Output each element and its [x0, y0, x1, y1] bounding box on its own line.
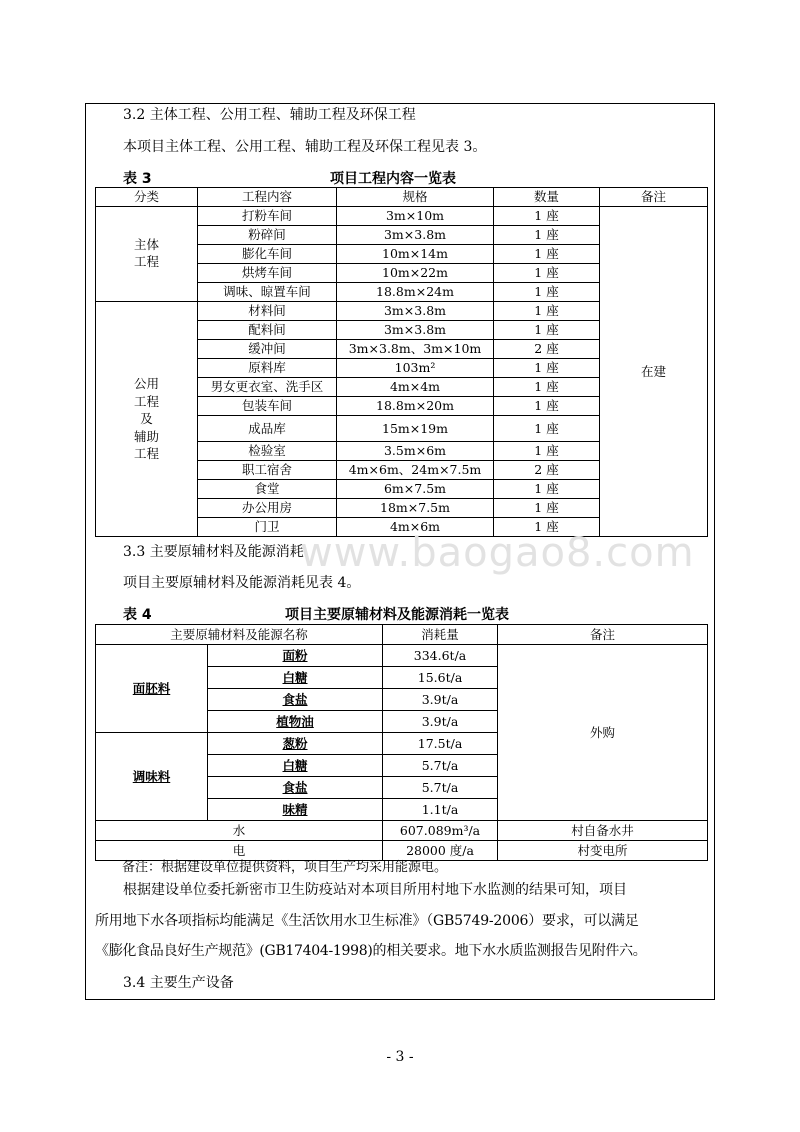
group-label: 调味料 — [132, 768, 171, 784]
group-label-line: 工程 — [133, 393, 159, 409]
table3-cell: 1 座 — [494, 321, 600, 340]
table3-cell: 门卫 — [198, 518, 337, 537]
watermark: www.baogao8.com — [300, 530, 695, 576]
section-3-2-intro: 本项目主体工程、公用工程、辅助工程及环保工程见表 3。 — [123, 139, 487, 155]
group-label-line: 工程 — [133, 254, 159, 269]
table3-cell: 烘烤车间 — [198, 264, 337, 283]
table4-group-seasoning — [96, 733, 208, 821]
paragraph-line: 《膨化食品良好生产规范》(GB17404-1998)的相关要求。地下水水质监测报告见附件六。 — [95, 943, 647, 959]
table3-cell: 配料间 — [198, 321, 337, 340]
table4-cell: 3.9t/a — [383, 711, 498, 733]
table4-remark: 外购 — [498, 645, 708, 821]
table3-header: 分类 — [96, 188, 198, 207]
table4-cell — [208, 645, 383, 667]
table3-cell: 办公用房 — [198, 499, 337, 518]
table-row — [96, 207, 708, 226]
material-name: 面粉 — [282, 647, 308, 663]
table3-cell: 3m×3.8m、3m×10m — [337, 340, 494, 359]
material-name: 食盐 — [282, 691, 308, 707]
table3-cell: 3m×3.8m — [337, 302, 494, 321]
table3-cell: 男女更衣室、洗手区 — [198, 378, 337, 397]
table3-cell: 1 座 — [494, 283, 600, 302]
group-label-line: 辅助 — [133, 428, 159, 444]
table3-cell: 检验室 — [198, 442, 337, 461]
table3-cell: 2 座 — [494, 340, 600, 359]
table3-cell: 缓冲间 — [198, 340, 337, 359]
table3-cell: 1 座 — [494, 442, 600, 461]
table4-cell: 5.7t/a — [383, 755, 498, 777]
table3-cell: 原料库 — [198, 359, 337, 378]
table3-cell: 1 座 — [494, 226, 600, 245]
table4-cell: 电 — [96, 841, 383, 861]
table3-cell: 1 座 — [494, 302, 600, 321]
table4-cell — [208, 711, 383, 733]
table3-cell: 3m×10m — [337, 207, 494, 226]
material-name: 葱粉 — [282, 735, 308, 751]
table3 — [95, 187, 708, 537]
table-row — [96, 821, 708, 841]
table3-group-main — [96, 207, 198, 302]
table3-cell: 10m×14m — [337, 245, 494, 264]
table3-cell: 1 座 — [494, 480, 600, 499]
table3-cell: 4m×6m、24m×7.5m — [337, 461, 494, 480]
table3-cell: 4m×6m — [337, 518, 494, 537]
paragraph-line: 所用地下水各项指标均能满足《生活饮用水卫生标准》（GB5749-2006）要求，可以满足 — [95, 913, 639, 929]
table3-cell: 1 座 — [494, 397, 600, 416]
group-label-line: 及 — [140, 411, 153, 427]
table3-cell: 成品库 — [198, 416, 337, 442]
table4-cell: 水 — [96, 821, 383, 841]
material-name: 植物油 — [276, 713, 314, 729]
table3-cell: 材料间 — [198, 302, 337, 321]
table3-cell: 包装车间 — [198, 397, 337, 416]
group-label-line: 主体 — [133, 237, 159, 253]
table4-cell — [208, 777, 383, 799]
table3-header: 工程内容 — [198, 188, 337, 207]
table3-cell: 18.8m×20m — [337, 397, 494, 416]
table3-cell: 2 座 — [494, 461, 600, 480]
table3-cell: 3m×3.8m — [337, 226, 494, 245]
table3-cell: 103m² — [337, 359, 494, 378]
table4-cell: 15.6t/a — [383, 667, 498, 689]
table3-cell: 1 座 — [494, 245, 600, 264]
table3-cell: 1 座 — [494, 264, 600, 283]
table3-cell: 膨化车间 — [198, 245, 337, 264]
table4-cell — [208, 667, 383, 689]
table3-cell: 调味、晾置车间 — [198, 283, 337, 302]
table3-cell: 职工宿舍 — [198, 461, 337, 480]
table3-cell: 18.8m×24m — [337, 283, 494, 302]
material-name: 食盐 — [282, 779, 308, 795]
table4-label: 表 4 — [123, 607, 152, 623]
table3-cell: 食堂 — [198, 480, 337, 499]
group-label: 面胚料 — [132, 680, 171, 696]
table4-cell: 607.089m³/a — [383, 821, 498, 841]
table3-cell: 15m×19m — [337, 416, 494, 442]
table3-cell: 1 座 — [494, 518, 600, 537]
section-3-2-heading: 3.2 主体工程、公用工程、辅助工程及环保工程 — [123, 107, 416, 123]
section-3-4-heading: 3.4 主要生产设备 — [123, 975, 234, 991]
table4-cell: 村自备水井 — [498, 821, 708, 841]
table4-header-row — [96, 625, 708, 645]
table3-cell: 1 座 — [494, 207, 600, 226]
table3-remark: 在建 — [600, 207, 708, 537]
table3-cell: 10m×22m — [337, 264, 494, 283]
table-row — [96, 645, 708, 667]
table4-cell: 28000 度/a — [383, 841, 498, 861]
table3-cell: 18m×7.5m — [337, 499, 494, 518]
table4-note: 备注：根据建设单位提供资料，项目生产均采用能源电。 — [122, 860, 448, 875]
table3-header-row — [96, 188, 708, 207]
table3-label: 表 3 — [123, 171, 152, 187]
table4 — [95, 624, 708, 861]
table4-group-dough — [96, 645, 208, 733]
material-name: 白糖 — [282, 669, 308, 685]
table3-cell: 3m×3.8m — [337, 321, 494, 340]
paragraph-line: 根据建设单位委托新密市卫生防疫站对本项目所用村地下水监测的结果可知，项目 — [123, 882, 627, 898]
table3-cell: 3.5m×6m — [337, 442, 494, 461]
table4-cell — [208, 733, 383, 755]
table4-title: 项目主要原辅材料及能源消耗一览表 — [285, 607, 509, 623]
section-3-3-intro: 项目主要原辅材料及能源消耗见表 4。 — [123, 575, 361, 591]
table4-cell — [208, 755, 383, 777]
table3-header: 数量 — [494, 188, 600, 207]
table4-cell: 5.7t/a — [383, 777, 498, 799]
material-name: 白糖 — [282, 757, 308, 773]
table4-cell: 17.5t/a — [383, 733, 498, 755]
section-3-3-heading: 3.3 主要原辅材料及能源消耗 — [123, 544, 304, 560]
table3-header: 备注 — [600, 188, 708, 207]
table3-cell: 1 座 — [494, 499, 600, 518]
table3-cell: 6m×7.5m — [337, 480, 494, 499]
table4-cell: 3.9t/a — [383, 689, 498, 711]
table4-cell — [208, 799, 383, 821]
table4-cell — [208, 689, 383, 711]
table3-title: 项目工程内容一览表 — [330, 171, 456, 187]
table4-header: 主要原辅材料及能源名称 — [96, 625, 383, 645]
table4-header: 消耗量 — [383, 625, 498, 645]
table3-cell: 4m×4m — [337, 378, 494, 397]
table3-cell: 1 座 — [494, 359, 600, 378]
table3-cell: 1 座 — [494, 378, 600, 397]
table4-header: 备注 — [498, 625, 708, 645]
table3-cell: 粉碎间 — [198, 226, 337, 245]
material-name: 味精 — [282, 801, 308, 817]
table3-cell: 1 座 — [494, 416, 600, 442]
group-label-line: 工程 — [133, 446, 159, 462]
table4-cell: 334.6t/a — [383, 645, 498, 667]
table3-cell: 打粉车间 — [198, 207, 337, 226]
group-label-line: 公用 — [133, 376, 159, 392]
page-number: - 3 - — [386, 1049, 414, 1065]
table3-header: 规格 — [337, 188, 494, 207]
table4-cell: 1.1t/a — [383, 799, 498, 821]
table3-group-public — [96, 302, 198, 537]
table4-cell: 村变电所 — [498, 841, 708, 861]
